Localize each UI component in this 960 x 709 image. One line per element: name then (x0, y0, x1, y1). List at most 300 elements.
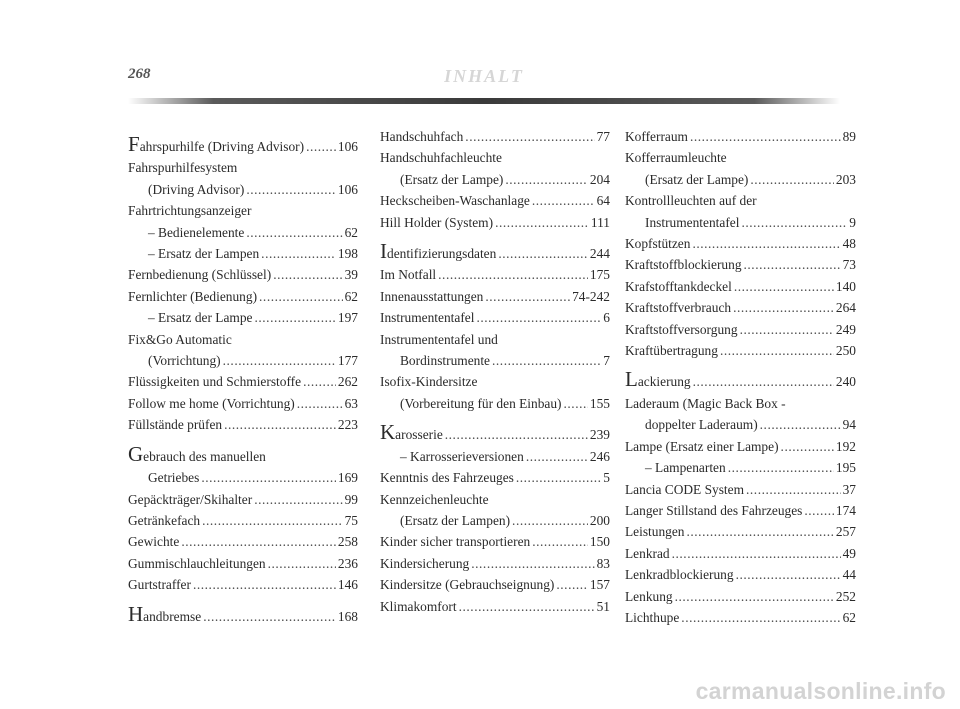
dot-leader (512, 510, 588, 531)
dot-leader (246, 179, 336, 200)
index-entry (625, 457, 856, 478)
index-column-3 (625, 126, 856, 628)
index-entry-line (128, 307, 358, 328)
page-ref: 177 (337, 353, 358, 369)
index-entry (625, 521, 856, 542)
index-entry (128, 393, 358, 414)
entry-text: Innenausstattungen (380, 288, 484, 304)
page-ref: 252 (835, 588, 856, 604)
dot-leader (741, 212, 847, 233)
index-entry (380, 553, 610, 574)
index-entry (380, 329, 610, 372)
entry-text (380, 420, 443, 445)
page-ref: 244 (589, 246, 610, 262)
index-entry-line (625, 169, 856, 190)
index-entry (625, 190, 856, 233)
dot-leader (740, 319, 834, 340)
entry-text: Kennzeichenleuchte (380, 491, 489, 507)
index-entry-line (128, 200, 358, 221)
index-entry-line (128, 329, 358, 350)
index-entry-line (380, 553, 610, 574)
index-entry (128, 371, 358, 392)
entry-text (625, 367, 691, 392)
index-entry-line (625, 319, 856, 340)
page-ref: 74-242 (572, 288, 610, 304)
entry-text: Kofferraum (625, 129, 688, 144)
index-entry-line (128, 393, 358, 414)
dot-leader (203, 606, 336, 627)
page-ref: 223 (337, 417, 358, 433)
dot-leader (804, 500, 834, 521)
dot-leader (202, 510, 342, 531)
page-ref: 240 (835, 374, 856, 390)
entry-text-rest: ahrspurhilfe (Driving Advisor) (139, 139, 305, 154)
page-ref: 39 (344, 267, 358, 283)
index-entry-line (625, 297, 856, 318)
entry-text: Lichthupe (625, 609, 680, 625)
dot-leader (261, 243, 336, 264)
index-entry (625, 586, 856, 607)
entry-text: Lenkradblockierung (625, 567, 734, 583)
index-entry-line (380, 212, 610, 233)
index-entry-line (128, 179, 358, 200)
index-entry (380, 574, 610, 595)
index-entry (625, 340, 856, 361)
entry-text: Kopfstützen (625, 236, 691, 252)
index-entry-line (380, 286, 610, 307)
entry-text: Fix&Go Automatic (128, 331, 232, 347)
index-entry (625, 276, 856, 297)
dot-leader (734, 276, 834, 297)
index-entry-line (128, 264, 358, 285)
page-ref: 239 (589, 427, 610, 443)
page-ref: 175 (589, 267, 610, 283)
dot-leader (223, 350, 336, 371)
index-entry (128, 264, 358, 285)
entry-text: (Driving Advisor) (148, 181, 245, 197)
page-ref: 64 (596, 193, 610, 209)
page-ref: 200 (589, 512, 610, 528)
entry-text: – Ersatz der Lampen (148, 246, 260, 262)
page-header (128, 66, 840, 96)
index-entry-line (625, 500, 856, 521)
index-entry-line (625, 543, 856, 564)
letter-initial: L (625, 367, 638, 392)
page-ref: 49 (842, 545, 856, 561)
page-ref: 246 (589, 448, 610, 464)
entry-text: Kindersicherung (380, 555, 470, 571)
entry-text: (Vorrichtung) (148, 353, 221, 369)
entry-text (380, 239, 497, 264)
page-ref: 249 (835, 321, 856, 337)
index-entry (380, 489, 610, 532)
entry-text: Klimakomfort (380, 598, 457, 614)
index-entry-line (128, 531, 358, 552)
index-entry (128, 243, 358, 264)
dot-leader (471, 553, 594, 574)
entry-text-rest: ebrauch des manuellen (143, 448, 266, 464)
page-ref: 77 (596, 129, 610, 144)
page-ref: 75 (344, 512, 358, 528)
dot-leader (505, 169, 588, 190)
index-entry-line (625, 367, 856, 392)
entry-text: Kindersitze (Gebrauchseignung) (380, 577, 555, 593)
dot-leader (465, 126, 594, 147)
index-entry (380, 467, 610, 488)
entry-text-rest: arosserie (395, 427, 443, 443)
index-entry (128, 200, 358, 221)
dot-leader (181, 531, 336, 552)
entry-text: Kenntnis des Fahrzeuges (380, 470, 514, 486)
entry-text: Gummischlauchleitungen (128, 555, 266, 571)
index-entry (128, 329, 358, 372)
index-entry (380, 239, 610, 264)
index-entry (380, 286, 610, 307)
page-ref: 6 (603, 310, 610, 326)
entry-text: Lenkung (625, 588, 673, 604)
dot-leader (495, 212, 589, 233)
page-ref: 203 (835, 171, 856, 187)
entry-text: Kofferraumleuchte (625, 150, 727, 166)
section-title: INHALT (444, 66, 524, 86)
entry-text: Bordinstrumente (400, 353, 491, 369)
index-entry-line (380, 126, 610, 147)
entry-text: Handschuhfach (380, 129, 464, 144)
page-ref: 111 (590, 214, 610, 230)
dot-leader (303, 371, 336, 392)
dot-leader (201, 467, 336, 488)
index-entry-line (128, 601, 358, 627)
page-ref: 195 (835, 460, 856, 476)
entry-text: Fahrspurhilfesystem (128, 160, 238, 176)
index-entry-line (380, 393, 610, 414)
entry-text: Instrumententafel und (380, 331, 498, 347)
index-entry-line (128, 222, 358, 243)
entry-text: Gewichte (128, 534, 180, 550)
dot-leader (564, 393, 588, 414)
entry-text (128, 601, 202, 627)
entry-text: Langer Stillstand des Fahrzeuges (625, 502, 803, 518)
letter-initial: I (380, 239, 387, 264)
index-entry-line (380, 574, 610, 595)
entry-text: (Ersatz der Lampe) (400, 171, 504, 187)
index-entry (380, 371, 610, 414)
page-ref: 155 (589, 395, 610, 411)
dot-leader (498, 243, 588, 264)
index-entry-line (128, 414, 358, 435)
index-entry (625, 254, 856, 275)
dot-leader (268, 553, 336, 574)
entry-text: Gurtstraffer (128, 577, 191, 593)
index-entry (625, 297, 856, 318)
page-ref: 9 (849, 214, 856, 230)
page-ref: 198 (337, 246, 358, 262)
dot-leader (259, 286, 343, 307)
index-entry (128, 414, 358, 435)
index-entry-line (128, 467, 358, 488)
entry-text: Follow me home (Vorrichtung) (128, 395, 295, 411)
index-entry-line (128, 132, 358, 157)
dot-leader (690, 126, 841, 147)
index-entry-line (380, 596, 610, 617)
letter-initial: H (128, 601, 144, 626)
index-entry (625, 367, 856, 392)
index-entry-line (128, 286, 358, 307)
index-entry-line (625, 436, 856, 457)
index-entry-line (380, 169, 610, 190)
index-entry (128, 510, 358, 531)
page-ref: 51 (596, 598, 610, 614)
letter-initial: K (380, 420, 396, 445)
index-entry-line (380, 307, 610, 328)
dot-leader (485, 286, 570, 307)
dot-leader (516, 467, 601, 488)
index-entry (625, 564, 856, 585)
index-entry-line (128, 553, 358, 574)
page-ref: 258 (337, 534, 358, 550)
dot-leader (781, 436, 834, 457)
index-entry-line (380, 371, 610, 392)
index-entry-line (128, 574, 358, 595)
index-entry-line (625, 457, 856, 478)
index-entry-line (625, 414, 856, 435)
index-entry (380, 126, 610, 147)
page-ref: 236 (337, 555, 358, 571)
entry-text: Kinder sicher transportieren (380, 534, 531, 550)
dot-leader (692, 233, 840, 254)
letter-initial: F (128, 132, 140, 156)
dot-leader (728, 457, 834, 478)
entry-text: (Ersatz der Lampen) (400, 512, 511, 528)
page-ref: 106 (337, 181, 358, 197)
page-ref: 150 (589, 534, 610, 550)
index-entry-line (625, 479, 856, 500)
index-entry (380, 264, 610, 285)
entry-text: Flüssigkeiten und Schmierstoffe (128, 374, 302, 390)
entry-text: Instrumententafel (645, 214, 740, 230)
page-number: 268 (128, 66, 151, 82)
index-entry-line (380, 239, 610, 264)
index-entry (625, 479, 856, 500)
index-entry (380, 147, 610, 190)
dot-leader (532, 531, 588, 552)
entry-text: Fernbedienung (Schlüssel) (128, 267, 272, 283)
index-entry (625, 500, 856, 521)
dot-leader (254, 489, 342, 510)
index-entry (128, 531, 358, 552)
entry-text: Lancia CODE System (625, 481, 745, 497)
index-entry (380, 531, 610, 552)
entry-text: Kraftübertragung (625, 343, 718, 359)
index-entry-line (128, 510, 358, 531)
index-entry (380, 420, 610, 445)
entry-text: – Karrosserieversionen (400, 448, 524, 464)
dot-leader (746, 479, 841, 500)
index-entry (128, 307, 358, 328)
entry-text-rest: andbremse (143, 608, 202, 624)
page-ref: 94 (842, 417, 856, 433)
dot-leader (744, 254, 841, 275)
index-entry (625, 147, 856, 190)
dot-leader (675, 586, 834, 607)
entry-text: Handschuhfachleuchte (380, 150, 502, 166)
entry-text: (Ersatz der Lampe) (645, 171, 749, 187)
entry-text: Kraftstoffblockierung (625, 257, 742, 273)
entry-text: Kraftstoffverbrauch (625, 300, 732, 316)
index-entry (128, 157, 358, 200)
page-ref: 146 (337, 577, 358, 593)
index-entry-line (380, 350, 610, 371)
index-entry (380, 190, 610, 211)
index-entry-line (128, 350, 358, 371)
entry-text: Fahrtrichtungsanzeiger (128, 203, 252, 219)
index-entry (380, 596, 610, 617)
page-ref: 7 (603, 353, 610, 369)
index-entry-line (625, 233, 856, 254)
index-entry-line (380, 420, 610, 445)
page-ref: 5 (603, 470, 610, 486)
index-entry (128, 441, 358, 489)
index-entry (625, 543, 856, 564)
dot-leader (681, 607, 840, 628)
dot-leader (733, 297, 834, 318)
dot-leader (687, 521, 834, 542)
page-ref: 83 (596, 555, 610, 571)
entry-text: Isofix-Kindersitze (380, 374, 478, 390)
letter-initial: G (128, 441, 144, 466)
dot-leader (556, 574, 588, 595)
index-entry-line (380, 467, 610, 488)
dot-leader (693, 371, 834, 392)
index-entry (128, 574, 358, 595)
index-entry (128, 286, 358, 307)
page-ref: 73 (842, 257, 856, 273)
index-entry-line (380, 329, 610, 350)
page-ref: 62 (344, 224, 358, 240)
index-entry (128, 553, 358, 574)
entry-text: Kraftstoffversorgung (625, 321, 738, 337)
index-entry-line (128, 441, 358, 467)
index-entry (625, 126, 856, 147)
index-entry-line (625, 564, 856, 585)
index-entry (625, 607, 856, 628)
index-entry-line (380, 510, 610, 531)
index-entry-line (625, 393, 856, 414)
index-entry-line (625, 521, 856, 542)
entry-text: Lampe (Ersatz einer Lampe) (625, 438, 779, 454)
dot-leader (438, 264, 588, 285)
entry-text: Heckscheiben-Waschanlage (380, 193, 530, 209)
dot-leader (750, 169, 834, 190)
dot-leader (445, 424, 588, 445)
entry-text: Getriebes (148, 470, 200, 486)
dot-leader (526, 446, 588, 467)
entry-text-rest: dentifizierungsdaten (387, 246, 497, 262)
entry-text: Instrumententafel (380, 310, 475, 326)
index-entry (380, 446, 610, 467)
index-entry-line (128, 157, 358, 178)
entry-text: Kontrollleuchten auf der (625, 193, 757, 209)
entry-text: Im Notfall (380, 267, 437, 283)
page-ref: 204 (589, 171, 610, 187)
index-entry-line (625, 254, 856, 275)
page-ref: 264 (835, 300, 856, 316)
dot-leader (193, 574, 336, 595)
index-entry-line (380, 489, 610, 510)
entry-text: – Bedienelemente (148, 224, 245, 240)
entry-text (128, 132, 305, 157)
entry-text: Leistungen (625, 524, 685, 540)
entry-text: Laderaum (Magic Back Box - (625, 395, 786, 411)
index-entry (128, 601, 358, 627)
dot-leader (246, 222, 342, 243)
page-ref: 62 (344, 288, 358, 304)
dot-leader (224, 414, 336, 435)
index-entry-line (380, 264, 610, 285)
index-entry-line (625, 340, 856, 361)
index-column-2 (380, 126, 610, 617)
index-entry-line (380, 531, 610, 552)
dot-leader (476, 307, 601, 328)
index-entry (625, 436, 856, 457)
page-ref: 48 (842, 236, 856, 252)
index-entry-line (625, 147, 856, 168)
page-ref: 62 (842, 609, 856, 625)
entry-text: Gepäckträger/Skihalter (128, 491, 253, 507)
index-entry (128, 222, 358, 243)
page-ref: 197 (337, 310, 358, 326)
page-ref: 169 (337, 470, 358, 486)
entry-text: – Ersatz der Lampe (148, 310, 253, 326)
dot-leader (760, 414, 841, 435)
page-ref: 174 (835, 502, 856, 518)
index-entry-line (625, 276, 856, 297)
header-rule (128, 98, 840, 104)
index-column-1 (128, 126, 358, 627)
entry-text: Füllstände prüfen (128, 417, 223, 433)
watermark: carmanualsonline.info (695, 678, 946, 704)
entry-text: Hill Holder (System) (380, 214, 494, 230)
index-entry-line (625, 190, 856, 211)
index-entry-line (380, 147, 610, 168)
page-ref: 257 (835, 524, 856, 540)
index-entry-line (625, 586, 856, 607)
index-entry (625, 393, 856, 436)
dot-leader (254, 307, 335, 328)
page-ref: 192 (835, 438, 856, 454)
page-ref: 106 (337, 139, 358, 154)
entry-text: (Vorbereitung für den Einbau) (400, 395, 562, 411)
entry-text: Getränkefach (128, 512, 201, 528)
index-entry-line (380, 190, 610, 211)
dot-leader (736, 564, 841, 585)
dot-leader (720, 340, 834, 361)
index-entry (128, 489, 358, 510)
index-entry-line (625, 607, 856, 628)
dot-leader (672, 543, 841, 564)
entry-text: Fernlichter (Bedienung) (128, 288, 258, 304)
index-entry-line (128, 489, 358, 510)
index-entry (625, 233, 856, 254)
entry-text: doppelter Laderaum) (645, 417, 758, 433)
dot-leader (532, 190, 595, 211)
page-ref: 262 (337, 374, 358, 390)
index-entry-line (625, 212, 856, 233)
page-ref: 63 (344, 395, 358, 411)
dot-leader (273, 264, 342, 285)
entry-text (128, 441, 266, 467)
entry-text: – Lampenarten (645, 460, 726, 476)
